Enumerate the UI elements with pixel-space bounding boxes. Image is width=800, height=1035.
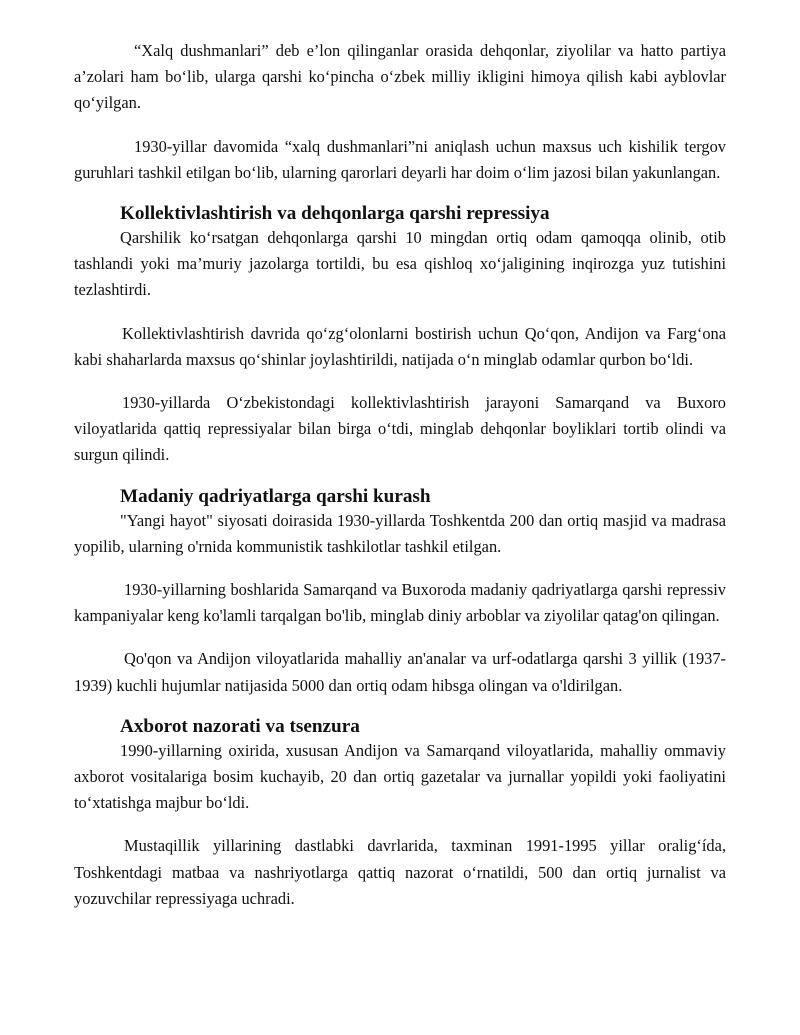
paragraph-yangi-hayot: "Yangi hayot" siyosati doirasida 1930-yillarda Toshkentda 200 dan ortiq masjid va madrasa yopilib, ularning o'rnida kommunistik tashkilotlar tashkil etilgan. [74, 510, 726, 556]
document-page [74, 38, 726, 929]
paragraph-tergov-guruhlari: 1930-yillar davomida “xalq dushmanlari”ni aniqlash uchun maxsus uch kishilik tergov guruhlari tashkil etilgan bo‘lib, ularning qarorlari deyarli har doim o‘lim jazosi bilan yakunlangan. [74, 136, 726, 182]
paragraph-ommaviy-axborot: 1990-yillarning oxirida, xususan Andijon va Samarqand viloyatlarida, mahalliy ommaviy axborot vositalariga bosim kuchayib, 20 dan ortiq gazetalar va jurnallar yopildi yoki faoliyatini to‘xtatishga majbur bo‘ldi. [74, 740, 726, 813]
heading-axborot-nazorati: Axborot nazorati va tsenzura [120, 715, 360, 737]
paragraph-qoqon-andijon: Qo'qon va Andijon viloyatlarida mahalliy an'analar va urf-odatlarga qarshi 3 yillik (1937-1939) kuchli hujumlar natijasida 5000 dan ortiq odam hibsga olingan va o'ldirilgan. [74, 649, 726, 695]
paragraph-repressiv-kampaniyalar: 1930-yillarning boshlarida Samarqand va Buxoroda madaniy qadriyatlarga qarshi repressiv kampaniyalar keng ko'lamli tarqalgan bo'lib, minglab diniy arboblar va ziyolilar qatag'on qilingan. [74, 580, 726, 626]
heading-kollektivlashtirish: Kollektivlashtirish va dehqonlarga qarshi repressiya [120, 203, 550, 225]
paragraph-qarshilik: Qarshilik ko‘rsatgan dehqonlarga qarshi 10 mingdan ortiq odam qamoqqa olinib, otib tashlandi yoki ma’muriy jazolarga tortildi, bu esa qishloq xo‘jaligining inqirozga yuz tutishini tezlashtirdi. [74, 228, 726, 300]
paragraph-samarqand-buxoro: 1930-yillarda O‘zbekistondagi kollektivlashtirish jarayoni Samarqand va Buxoro viloyatlarida qattiq repressiyalar bilan birga o‘tdi, minglab dehqonlar boyliklari tortib olindi va surgun qilindi. [74, 393, 726, 465]
paragraph-xalq-dushmanlari: “Xalq dushmanlari” deb e’lon qilinganlar orasida dehqonlar, ziyolilar va hatto partiya a’zolari ham bo‘lib, ularga qarshi ko‘pincha o‘zbek milliy ikligini himoya qilish kabi ayblovlar qo‘yilgan. [74, 41, 726, 113]
paragraph-qozgolonlar: Kollektivlashtirish davrida qo‘zg‘olonlarni bostirish uchun Qo‘qon, Andijon va Farg‘ona kabi shaharlarda maxsus qo‘shinlar joylashtirildi, natijada o‘n minglab odamlar qurbon bo‘ldi. [74, 323, 726, 369]
paragraph-mustaqillik: Mustaqillik yillarining dastlabki davrlarida, taxminan 1991-1995 yillar oralig‘ída, Toshkentdagi matbaa va nashriyotlarga qattiq nazorat o‘rnatildi, 500 dan ortiq jurnalist va yozuvchilar repressiyaga uchradi. [74, 836, 726, 908]
heading-madaniy-qadriyatlar: Madaniy qadriyatlarga qarshi kurash [120, 485, 431, 507]
